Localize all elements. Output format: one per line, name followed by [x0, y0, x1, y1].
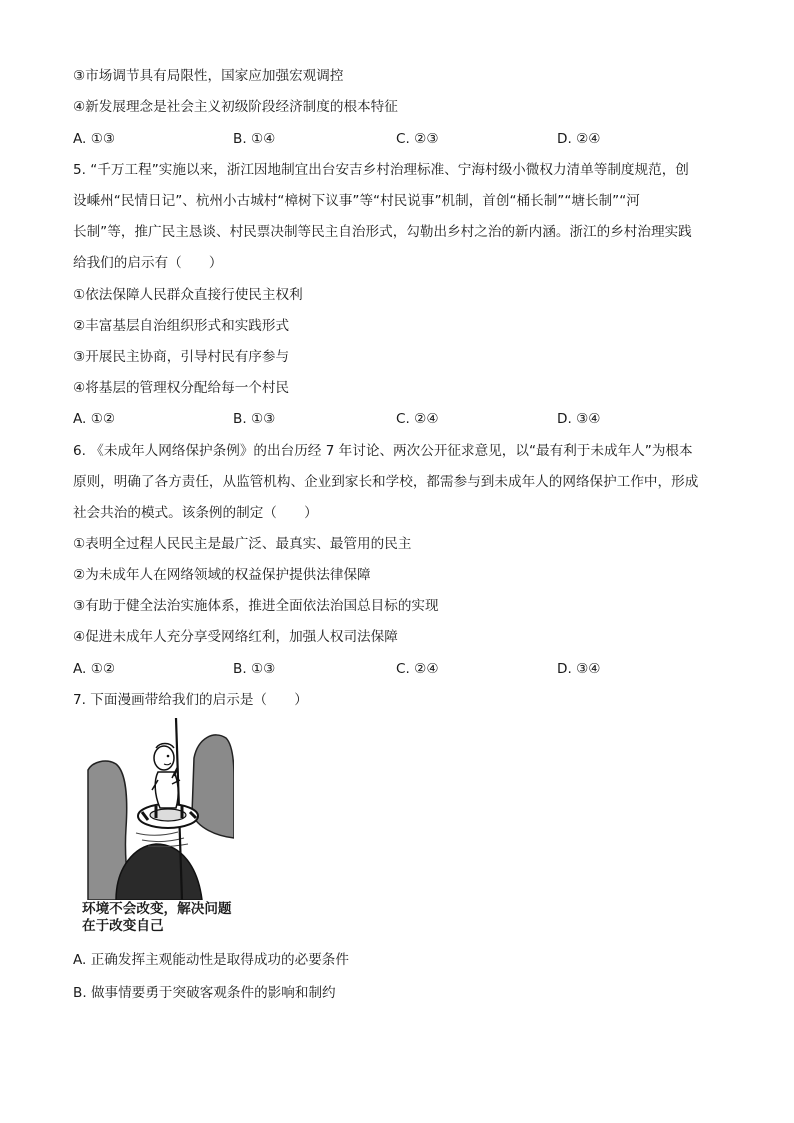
q6-item-1: ①表明全过程人民民主是最广泛、最真实、最管用的民主: [73, 536, 412, 552]
q5-stem-line-1: 5. “千万工程”实施以来，浙江因地制宜出台安吉乡村治理标准、宁海村级小微权力清单等制度规范，创: [73, 162, 689, 178]
cartoon-caption-line-1: 环境不会改变，解决问题: [82, 901, 232, 917]
q5-option-d: D. ③④: [557, 411, 601, 427]
q5-item-1: ①依法保障人民群众直接行使民主权利: [73, 287, 303, 303]
q6-item-2: ②为未成年人在网络领域的权益保护提供法律保障: [73, 567, 371, 583]
q5-item-4: ④将基层的管理权分配给每一个村民: [73, 380, 290, 396]
q6-option-b: B. ①③: [233, 661, 276, 677]
q5-option-b: B. ①③: [233, 411, 276, 427]
q4-option-c: C. ②③: [396, 131, 439, 147]
q5-stem-line-4: 给我们的启示有（ ）: [73, 255, 223, 271]
q6-item-4: ④促进未成年人充分享受网络红利，加强人权司法保障: [73, 629, 398, 645]
cartoon-caption-line-2: 在于改变自己: [82, 918, 164, 934]
cartoon-image: [86, 718, 234, 900]
q6-stem-line-3: 社会共治的模式。该条例的制定（ ）: [73, 505, 318, 521]
q4-item-4: ④新发展理念是社会主义初级阶段经济制度的根本特征: [73, 99, 398, 115]
q6-item-3: ③有助于健全法治实施体系，推进全面依法治国总目标的实现: [73, 598, 439, 614]
q6-option-d: D. ③④: [557, 661, 601, 677]
q7-stem: 7. 下面漫画带给我们的启示是（ ）: [73, 692, 308, 708]
q4-option-a: A. ①③: [73, 131, 116, 147]
q6-option-a: A. ①②: [73, 661, 116, 677]
q5-stem-line-3: 长制”等，推广民主恳谈、村民票决制等民主自治形式，勾勒出乡村之治的新内涵。浙江的乡村治理实践: [73, 224, 692, 240]
q5-item-2: ②丰富基层自治组织形式和实践形式: [73, 318, 290, 334]
q6-stem-line-2: 原则，明确了各方责任，从监管机构、企业到家长和学校，都需参与到未成年人的网络保护工作中，形成: [73, 474, 699, 490]
q6-option-c: C. ②④: [396, 661, 439, 677]
q5-stem-line-2: 设嵊州“民情日记”、杭州小古城村“樟树下议事”等“村民说事”机制，首创“桶长制”“塘长制”“河: [73, 193, 640, 209]
q5-option-c: C. ②④: [396, 411, 439, 427]
q4-option-b: B. ①④: [233, 131, 276, 147]
q7-option-a: A. 正确发挥主观能动性是取得成功的必要条件: [73, 952, 349, 968]
q6-stem-line-1: 6. 《未成年人网络保护条例》的出台历经 7 年讨论、两次公开征求意见，以“最有利于未成年人”为根本: [73, 443, 693, 459]
q7-option-b: B. 做事情要勇于突破客观条件的影响和制约: [73, 985, 336, 1001]
q4-item-3: ③市场调节具有局限性，国家应加强宏观调控: [73, 68, 344, 84]
q5-option-a: A. ①②: [73, 411, 116, 427]
q5-item-3: ③开展民主协商，引导村民有序参与: [73, 349, 290, 365]
q4-option-d: D. ②④: [557, 131, 601, 147]
